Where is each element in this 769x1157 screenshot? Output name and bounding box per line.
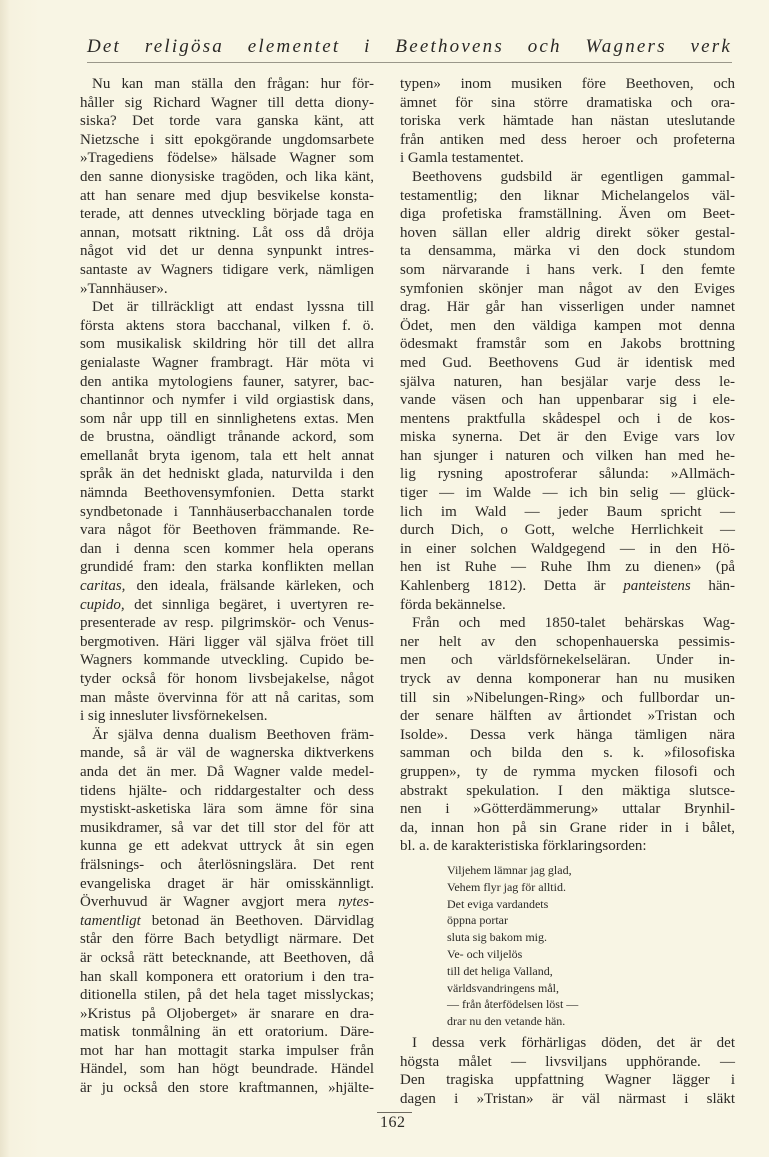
text-line: grundidé fram: den starka konflikten mellan	[80, 559, 374, 576]
text-line: ditionella stilen, på det hela taget misslyckas;	[80, 987, 374, 1004]
poem-line: Det eviga vardandets	[447, 896, 549, 911]
text-line: santaste av Wagners tidigare verk, nämligen	[80, 261, 374, 278]
text-line: mentens praktfulla skådespel och i de kos-	[400, 410, 735, 427]
text-line: Händel, som han högt beundrade. Händel	[80, 1061, 374, 1078]
text-line: frälsnings- och återlösningslära. Det rent	[80, 856, 374, 873]
right-text-column	[400, 75, 735, 856]
text-line	[400, 577, 735, 596]
text-line: da, innan hon på sin Grane rider in i bålet,	[400, 819, 735, 836]
text-line: »Kristus på Oljoberget» är snarare en dra-	[80, 1005, 374, 1022]
italic-text: panteistens	[623, 578, 691, 595]
text-line: högsta målet — livsviljans upphörande. —	[400, 1053, 735, 1070]
text-line: »Tannhäuser».	[80, 280, 168, 297]
text-line: håller sig Richard Wagner till detta diony-	[80, 94, 374, 111]
text-line: ödesmakt framstår som en Jakobs brottning	[400, 336, 735, 353]
text-line: i sig innesluter livsförnekelsen.	[80, 708, 268, 725]
text-line: emellanåt bryta igenom, tala ett helt annat	[80, 447, 374, 464]
text-line: som når upp till en sinnlighetens extas. Men	[80, 410, 374, 427]
text-line: ta densamma, märka vi den dock stundom	[400, 243, 735, 260]
text-line: står den förre Bach betydligt närmare. Det	[80, 931, 374, 948]
text-line: diga profetiska framställning. Även om Beet-	[400, 206, 735, 223]
text-line: nen i »Götterdämmerung» uttalar Brynhil-	[400, 801, 735, 818]
text-segment: det sinnliga begäret, i uvertyren re-	[124, 596, 374, 613]
text-line: Beethovens gudsbild är egentligen gammal-	[412, 168, 735, 185]
text-line: mande, så är väl de wagnerska diktverkens	[80, 745, 374, 762]
text-segment: den ideala, frälsande kärleken, och	[125, 578, 374, 595]
text-line: som närvarande i hans verk. I den femte	[400, 261, 735, 278]
text-line: är ju också den store kraftmannen, »hjälte-	[80, 1080, 374, 1097]
text-line: i Gamla testamentet.	[400, 150, 524, 167]
text-line	[80, 577, 374, 596]
text-line: Det är tillräckligt att endast lyssna till	[92, 299, 374, 316]
text-line: chantinnor och nymfer i vild orgiastisk dans,	[80, 392, 374, 409]
text-line: nämnda Beethovensymfonien. Detta starkt	[80, 485, 374, 502]
text-line: den sanne dionysiske tragöden, och lika känt,	[80, 168, 374, 185]
text-line: genialaste Wagner frambragt. Här möta vi	[80, 354, 374, 371]
poem-line: drar nu den vetande hän.	[447, 1014, 566, 1029]
text-line: lig rysning apostroferar sålunda: »Allmäch-	[400, 466, 735, 483]
poem-line: Vehem flyr jag för alltid.	[447, 879, 566, 894]
text-line: Isolde». Dessa verk hänga tämligen nära	[400, 726, 735, 743]
text-line: matisk tonmålning än ett oratorium. Däre-	[80, 1024, 374, 1041]
text-line: mystiskt-asketiska lära som ämne för sina	[80, 801, 374, 818]
text-line: ämnet för sina större dramatiska och ora-	[400, 94, 735, 111]
text-line: mot har han mottagit starka impulser från	[80, 1042, 374, 1059]
text-segment: betonad än Beethoven. Därvidlag	[140, 912, 374, 929]
italic-text: cupido,	[80, 596, 125, 613]
text-line: abstrakt spekulation. I den mäktiga slutsce-	[400, 782, 735, 799]
text-line	[80, 893, 374, 912]
text-segment: Kahlenberg 1812). Detta är	[400, 578, 624, 595]
text-line: första aktens stora bacchanal, vilken f. ö.	[80, 317, 374, 334]
text-line: »Tragediens födelse» hälsade Wagner som	[80, 150, 374, 167]
text-line: anda det än mer. Då Wagner valde medel-	[80, 763, 374, 780]
text-line: bl. a. de karakteristiska förklaringsorden:	[400, 838, 647, 855]
text-line: tryck av denna komponerar han nu musiken	[400, 671, 735, 687]
text-line: men och världsförnekelseläran. Under in-	[400, 652, 735, 669]
text-line: samman och bilda den s. k. »filosofiska	[400, 745, 735, 762]
italic-text: tamentligt	[80, 912, 141, 929]
text-line: terade, att dennes utveckling började taga en	[80, 206, 374, 223]
poem-line: sluta sig bakom mig.	[447, 930, 547, 945]
closing-paragraph	[400, 1034, 735, 1108]
text-line: der senare hälften av årtiondet »Tristan och	[400, 708, 735, 725]
text-line: Nietzsche i sitt epokgörande ungdomsarbete	[80, 131, 374, 148]
page-number: 162	[380, 1114, 406, 1131]
poem-quotation	[447, 862, 578, 1030]
text-line: är också rätt betecknande, att Beethoven, då	[80, 949, 374, 966]
text-line: presenterade av resp. pilgrimskör- och Venus-	[80, 615, 374, 632]
text-line: gruppen», ty de rymma mycken filosofi och	[400, 763, 735, 780]
text-line	[80, 596, 374, 615]
text-line: man måste övervinna för att nå caritas, som	[80, 689, 374, 706]
running-header-title: Det religösa elementet i Beethovens och Wagners verk	[87, 36, 732, 57]
text-line: han sjunger i naturen och vilken han med he-	[400, 447, 735, 464]
text-line: annan, motsatt riktning. Låt oss då dröja	[80, 224, 374, 241]
text-line: hoven sällan eller aldrig direkt söker gestal-	[400, 224, 735, 241]
text-line: som musikalisk skildring hör till det allra	[80, 336, 374, 353]
text-line: typen» inom musiken före Beethoven, och	[400, 76, 735, 92]
text-line: in einer solchen Waldgegend — in den Hö-	[400, 540, 735, 557]
text-line: hen ist Ruhe — Ruhe Ihm zu dienen» (på	[400, 559, 735, 576]
italic-text: nytes-	[338, 894, 374, 911]
text-line: förda bekännelse.	[400, 596, 506, 613]
text-line: Wagners kommande utveckling. Cupido be-	[80, 652, 374, 669]
text-line: ner helt av den schopenhauerska pessimis-	[400, 633, 735, 650]
text-line: tiger — im Walde — ich bin selig — glück-	[400, 485, 735, 502]
text-line: Nu kan man ställa den frågan: hur för-	[92, 76, 374, 92]
text-line: siska? Det torde vara ganska känt, att	[80, 113, 374, 130]
text-line: dagen i »Tristan» är väl närmast i släkt	[400, 1090, 735, 1107]
text-line: bergmotiven. Häri ligger väl själva fröet till	[80, 633, 374, 650]
header-rule	[87, 62, 732, 63]
text-line: lich im Wald — jeder Baum spricht —	[400, 503, 735, 520]
text-line: själva naturen, han besjälar varje dess le-	[400, 373, 735, 390]
text-line: Från och med 1850-talet behärskas Wag-	[412, 615, 735, 632]
poem-line: Viljehem lämnar jag glad,	[447, 863, 572, 877]
text-line: Ödet, men den väldiga kampen mot denna	[400, 317, 735, 334]
text-line: den antika mytologiens fauner, satyrer, bac-	[80, 373, 374, 390]
text-line	[80, 912, 374, 931]
text-line: vande väsen och han uppenbarar sig i ele-	[400, 392, 735, 409]
text-line: till sin »Nibelungen-Ring» och fullbordar un-	[400, 689, 735, 706]
text-line: han skall komponera ett oratorium i den tra-	[80, 968, 374, 985]
text-line: att han senare med djup besvikelse konsta-	[80, 187, 374, 204]
text-line: dan i denna scen kommer hela operans	[80, 540, 374, 557]
text-line: syndbetonade i Tannhäuserbacchanalen torde	[80, 503, 374, 520]
italic-text: caritas,	[80, 578, 126, 595]
page-number-rule	[377, 1112, 412, 1113]
text-line: drag. Här går han visserligen under namnet	[400, 299, 735, 316]
text-line: Är själva denna dualism Beethoven främ-	[92, 726, 374, 743]
text-line: toriska verk hämtade han nästan uteslutande	[400, 113, 735, 130]
poem-line: öppna portar	[447, 913, 508, 928]
poem-line: världsvandringens mål,	[447, 980, 559, 995]
text-line: något vid det ur denna synpunkt intres-	[80, 243, 374, 260]
text-line: från antiken med dess heroer och profeterna	[400, 131, 735, 148]
text-line: tyder också för honom livsbejakelse, något	[80, 671, 374, 687]
text-line: tidens hjälte- och riddargestalter och dess	[80, 782, 374, 799]
text-line: språk än det hedniskt glada, naturvilda i den	[80, 466, 374, 483]
text-line: durch Dich, o Gott, welche Herrlichkeit —	[400, 522, 735, 539]
text-segment: Överhuvud är Wagner avgjort mera	[80, 894, 339, 911]
text-line: musikdramer, så var det till stor del för att	[80, 819, 374, 836]
text-line: evangeliska draget är här omisskännligt.	[80, 875, 374, 892]
text-line: testamentlig; den liknar Michelangelos väl-	[400, 187, 735, 204]
text-line: kunna ge ett adekvat uttryck åt sin egen	[80, 838, 374, 855]
text-line: miska synerna. Det är den Evige vars lov	[400, 429, 735, 446]
poem-line: — från återfödelsen löst —	[447, 997, 579, 1012]
left-text-column	[80, 75, 374, 1098]
text-line: vara något för Beethoven främmande. Re-	[80, 522, 374, 539]
text-line: I dessa verk förhärligas döden, det är det	[412, 1035, 735, 1051]
text-line: med Gud. Beethovens Gud är identisk med	[400, 354, 735, 371]
poem-line: till det heliga Valland,	[447, 963, 553, 978]
text-line: Den tragiska uppfattning Wagner lägger i	[400, 1072, 735, 1089]
text-line: de brustna, oändligt trånande ackord, som	[80, 429, 374, 446]
poem-line: Ve- och viljelös	[447, 946, 523, 961]
text-line: symfonien skönjer man något av den Eviges	[400, 280, 735, 297]
text-segment: hän-	[690, 578, 736, 595]
